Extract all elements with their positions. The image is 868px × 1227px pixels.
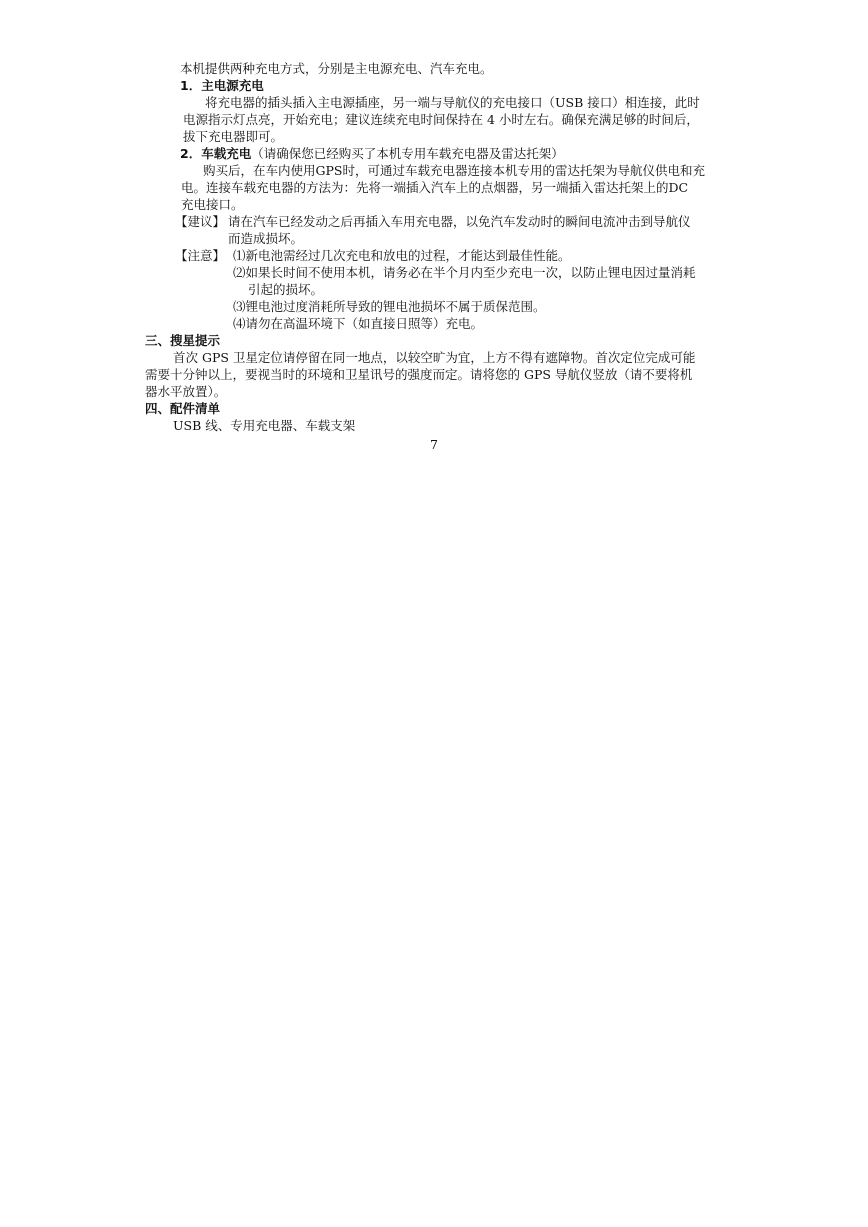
intro-text: 本机提供两种充电方式，分别是主电源充电、汽车充电。 xyxy=(180,61,493,76)
caution-item: ⑷请勿在高温环境下（如直接日照等）充电。 xyxy=(233,316,484,331)
section-3-line: 需要十分钟以上，要视当时的环境和卫星讯号的强度而定。请将您的 GPS 导航仪竖放（请不要将机 xyxy=(145,367,693,382)
caution-item: 引起的损坏。 xyxy=(248,282,324,297)
section-2-title: 2．车载充电 xyxy=(180,146,252,161)
section-1-line: 电源指示灯点亮，开始充电；建议连续充电时间保持在 4 小时左右。确保充满足够的时间后， xyxy=(183,112,699,127)
advice-line: 而造成损坏。 xyxy=(228,231,304,246)
section-1-line: 拔下充电器即可。 xyxy=(183,129,284,144)
section-2-line: 购买后，在车内使用GPS时，可通过车载充电器连接本机专用的雷达托架为导航仪供电和充 xyxy=(203,163,705,178)
section-2-line: 电。连接车载充电器的方法为：先将一端插入汽车上的点烟器，另一端插入雷达托架上的DC xyxy=(181,180,689,195)
section-4-line: USB 线、专用充电器、车载支架 xyxy=(173,418,356,433)
section-2-heading xyxy=(180,145,564,162)
section-4-title: 四、配件清单 xyxy=(145,401,221,416)
caution-item: ⑶锂电池过度消耗所导致的锂电池损坏不属于质保范围。 xyxy=(233,299,546,314)
section-1-title: 1．主电源充电 xyxy=(180,78,264,93)
caution-item: ⑵如果长时间不使用本机，请务必在半个月内至少充电一次，以防止锂电因过量消耗 xyxy=(233,265,696,280)
section-3-line: 首次 GPS 卫星定位请停留在同一地点，以较空旷为宜，上方不得有遮障物。首次定位完成可能 xyxy=(173,350,696,365)
advice-line: 请在汽车已经发动之后再插入车用充电器，以免汽车发动时的瞬间电流冲击到导航仪 xyxy=(228,214,691,229)
section-2-note: （请确保您已经购买了本机专用车载充电器及雷达托架） xyxy=(251,146,564,161)
section-3-line: 器水平放置）。 xyxy=(145,384,227,399)
advice-label: 【建议】 xyxy=(175,214,226,229)
section-1-line: 将充电器的插头插入主电源插座，另一端与导航仪的充电接口（USB 接口）相连接，此时 xyxy=(205,95,700,110)
caution-item: ⑴新电池需经过几次充电和放电的过程，才能达到最佳性能。 xyxy=(233,248,571,263)
section-2-line: 充电接口。 xyxy=(181,197,244,212)
section-3-title: 三、搜星提示 xyxy=(145,333,221,348)
caution-label: 【注意】 xyxy=(175,248,226,263)
page-number: 7 xyxy=(430,437,438,452)
